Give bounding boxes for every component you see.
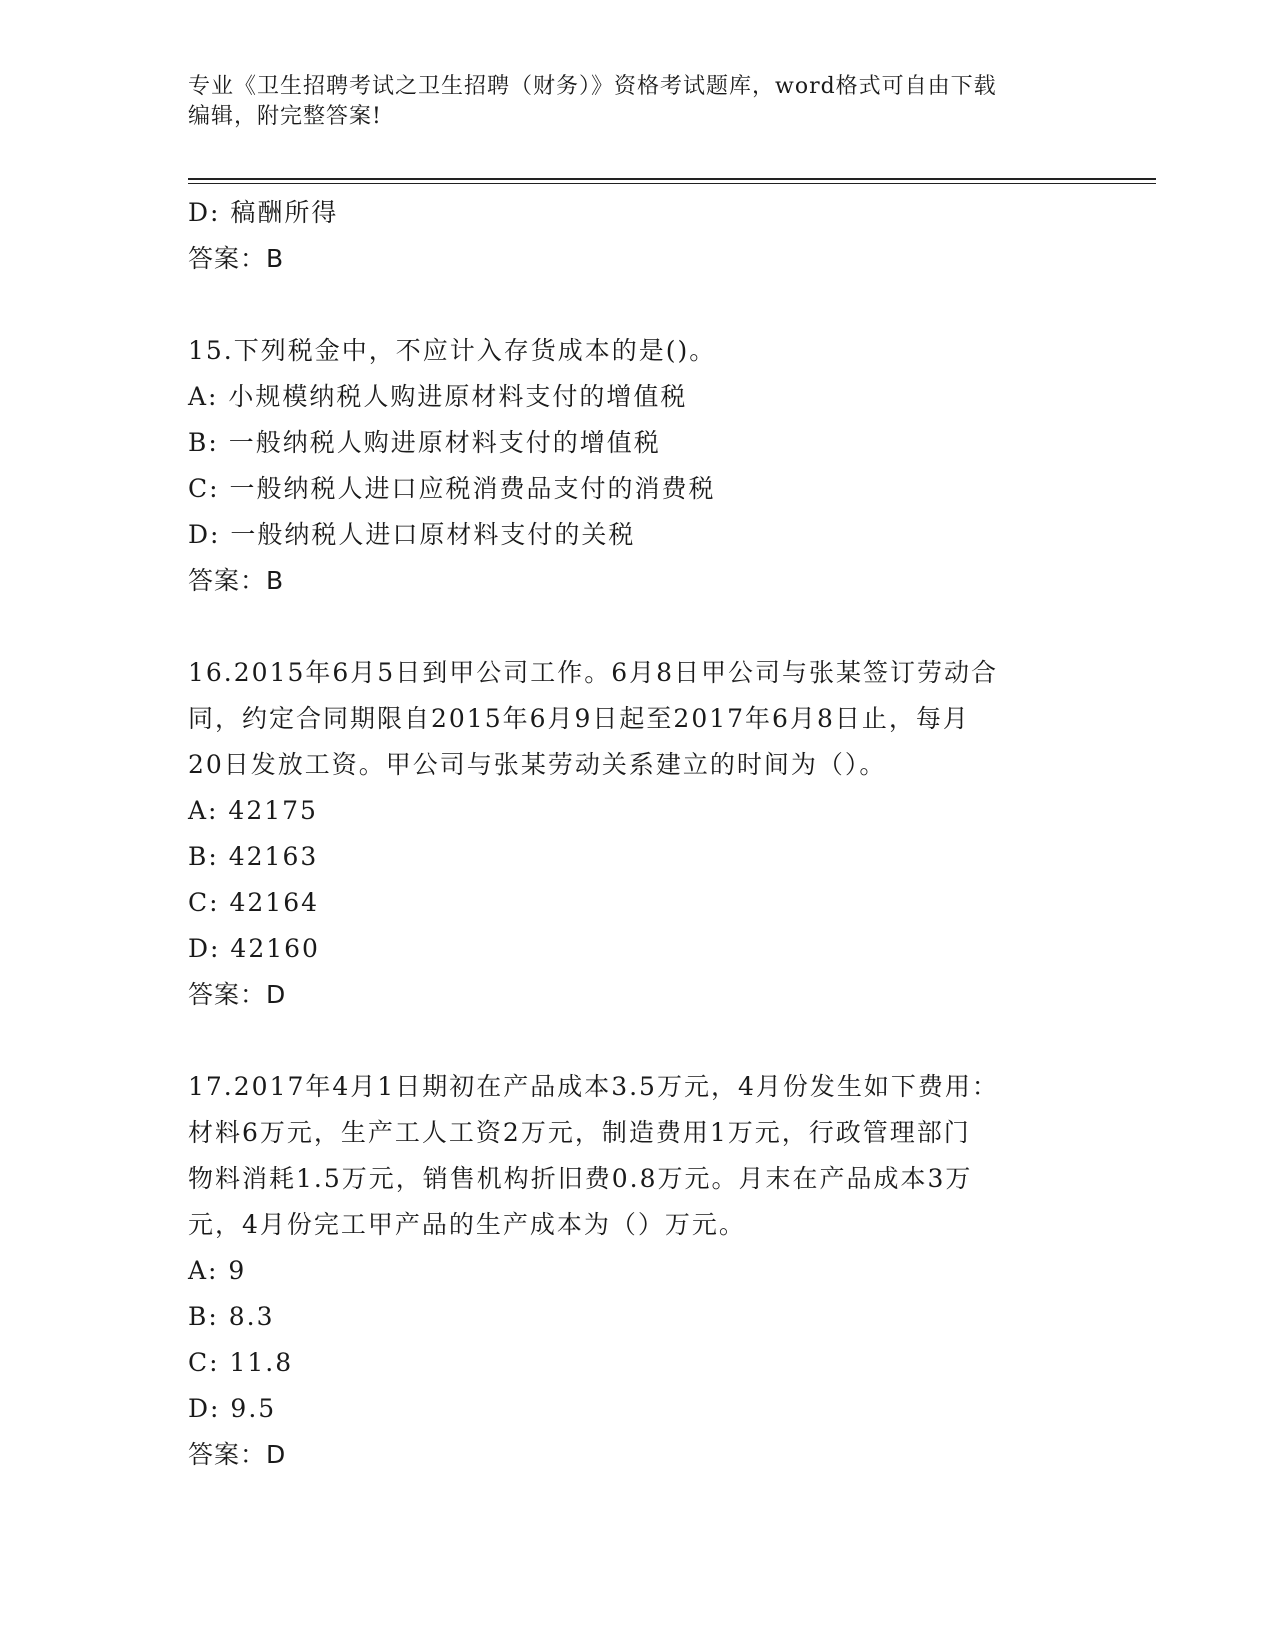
option-d: D: 9.5 xyxy=(188,1394,277,1423)
question-stem: 材料6万元，生产工人工资2万元，制造费用1万元，行政管理部门 xyxy=(188,1118,971,1147)
question-list xyxy=(188,190,1088,1478)
option-b: B: 42163 xyxy=(188,842,319,871)
header-divider-thick xyxy=(188,178,1156,180)
header-divider-thin xyxy=(188,183,1156,184)
option-d: D: 稿酬所得 xyxy=(188,198,339,227)
option-a: A: 小规模纳税人购进原材料支付的增值税 xyxy=(188,382,688,411)
option-c: C: 42164 xyxy=(188,888,320,917)
option-b: B: 一般纳税人购进原材料支付的增值税 xyxy=(188,428,661,457)
answer-line: 答案：D xyxy=(188,980,287,1009)
option-a: A: 9 xyxy=(188,1256,247,1285)
option-b: B: 8.3 xyxy=(188,1302,275,1331)
option-d: D: 42160 xyxy=(188,934,320,963)
question-stem: 物料消耗1.5万元，销售机构折旧费0.8万元。月末在产品成本3万 xyxy=(188,1164,973,1193)
header-title-line-2: 编辑，附完整答案! xyxy=(188,104,382,129)
option-a: A: 42175 xyxy=(188,796,318,825)
document-header xyxy=(188,72,1088,132)
question-stem: 16.2015年6月5日到甲公司工作。6月8日甲公司与张某签订劳动合 xyxy=(188,658,999,687)
answer-line: 答案：B xyxy=(188,566,285,595)
answer-line: 答案：B xyxy=(188,244,285,273)
header-title-line-1: 专业《卫生招聘考试之卫生招聘（财务）》资格考试题库，word格式可自由下载 xyxy=(188,74,997,99)
question-stem: 15.下列税金中，不应计入存货成本的是()。 xyxy=(188,336,717,365)
spacer xyxy=(188,282,1088,328)
question-stem: 20日发放工资。甲公司与张某劳动关系建立的时间为（）。 xyxy=(188,750,887,779)
answer-line: 答案：D xyxy=(188,1440,287,1469)
question-stem: 元，4月份完工甲产品的生产成本为（）万元。 xyxy=(188,1210,746,1239)
question-stem: 同，约定合同期限自2015年6月9日起至2017年6月8日止，每月 xyxy=(188,704,970,733)
option-d: D: 一般纳税人进口原材料支付的关税 xyxy=(188,520,636,549)
spacer xyxy=(188,1018,1088,1064)
spacer xyxy=(188,604,1088,650)
option-c: C: 11.8 xyxy=(188,1348,294,1377)
question-stem: 17.2017年4月1日期初在产品成本3.5万元，4月份发生如下费用： xyxy=(188,1072,999,1101)
option-c: C: 一般纳税人进口应税消费品支付的消费税 xyxy=(188,474,716,503)
